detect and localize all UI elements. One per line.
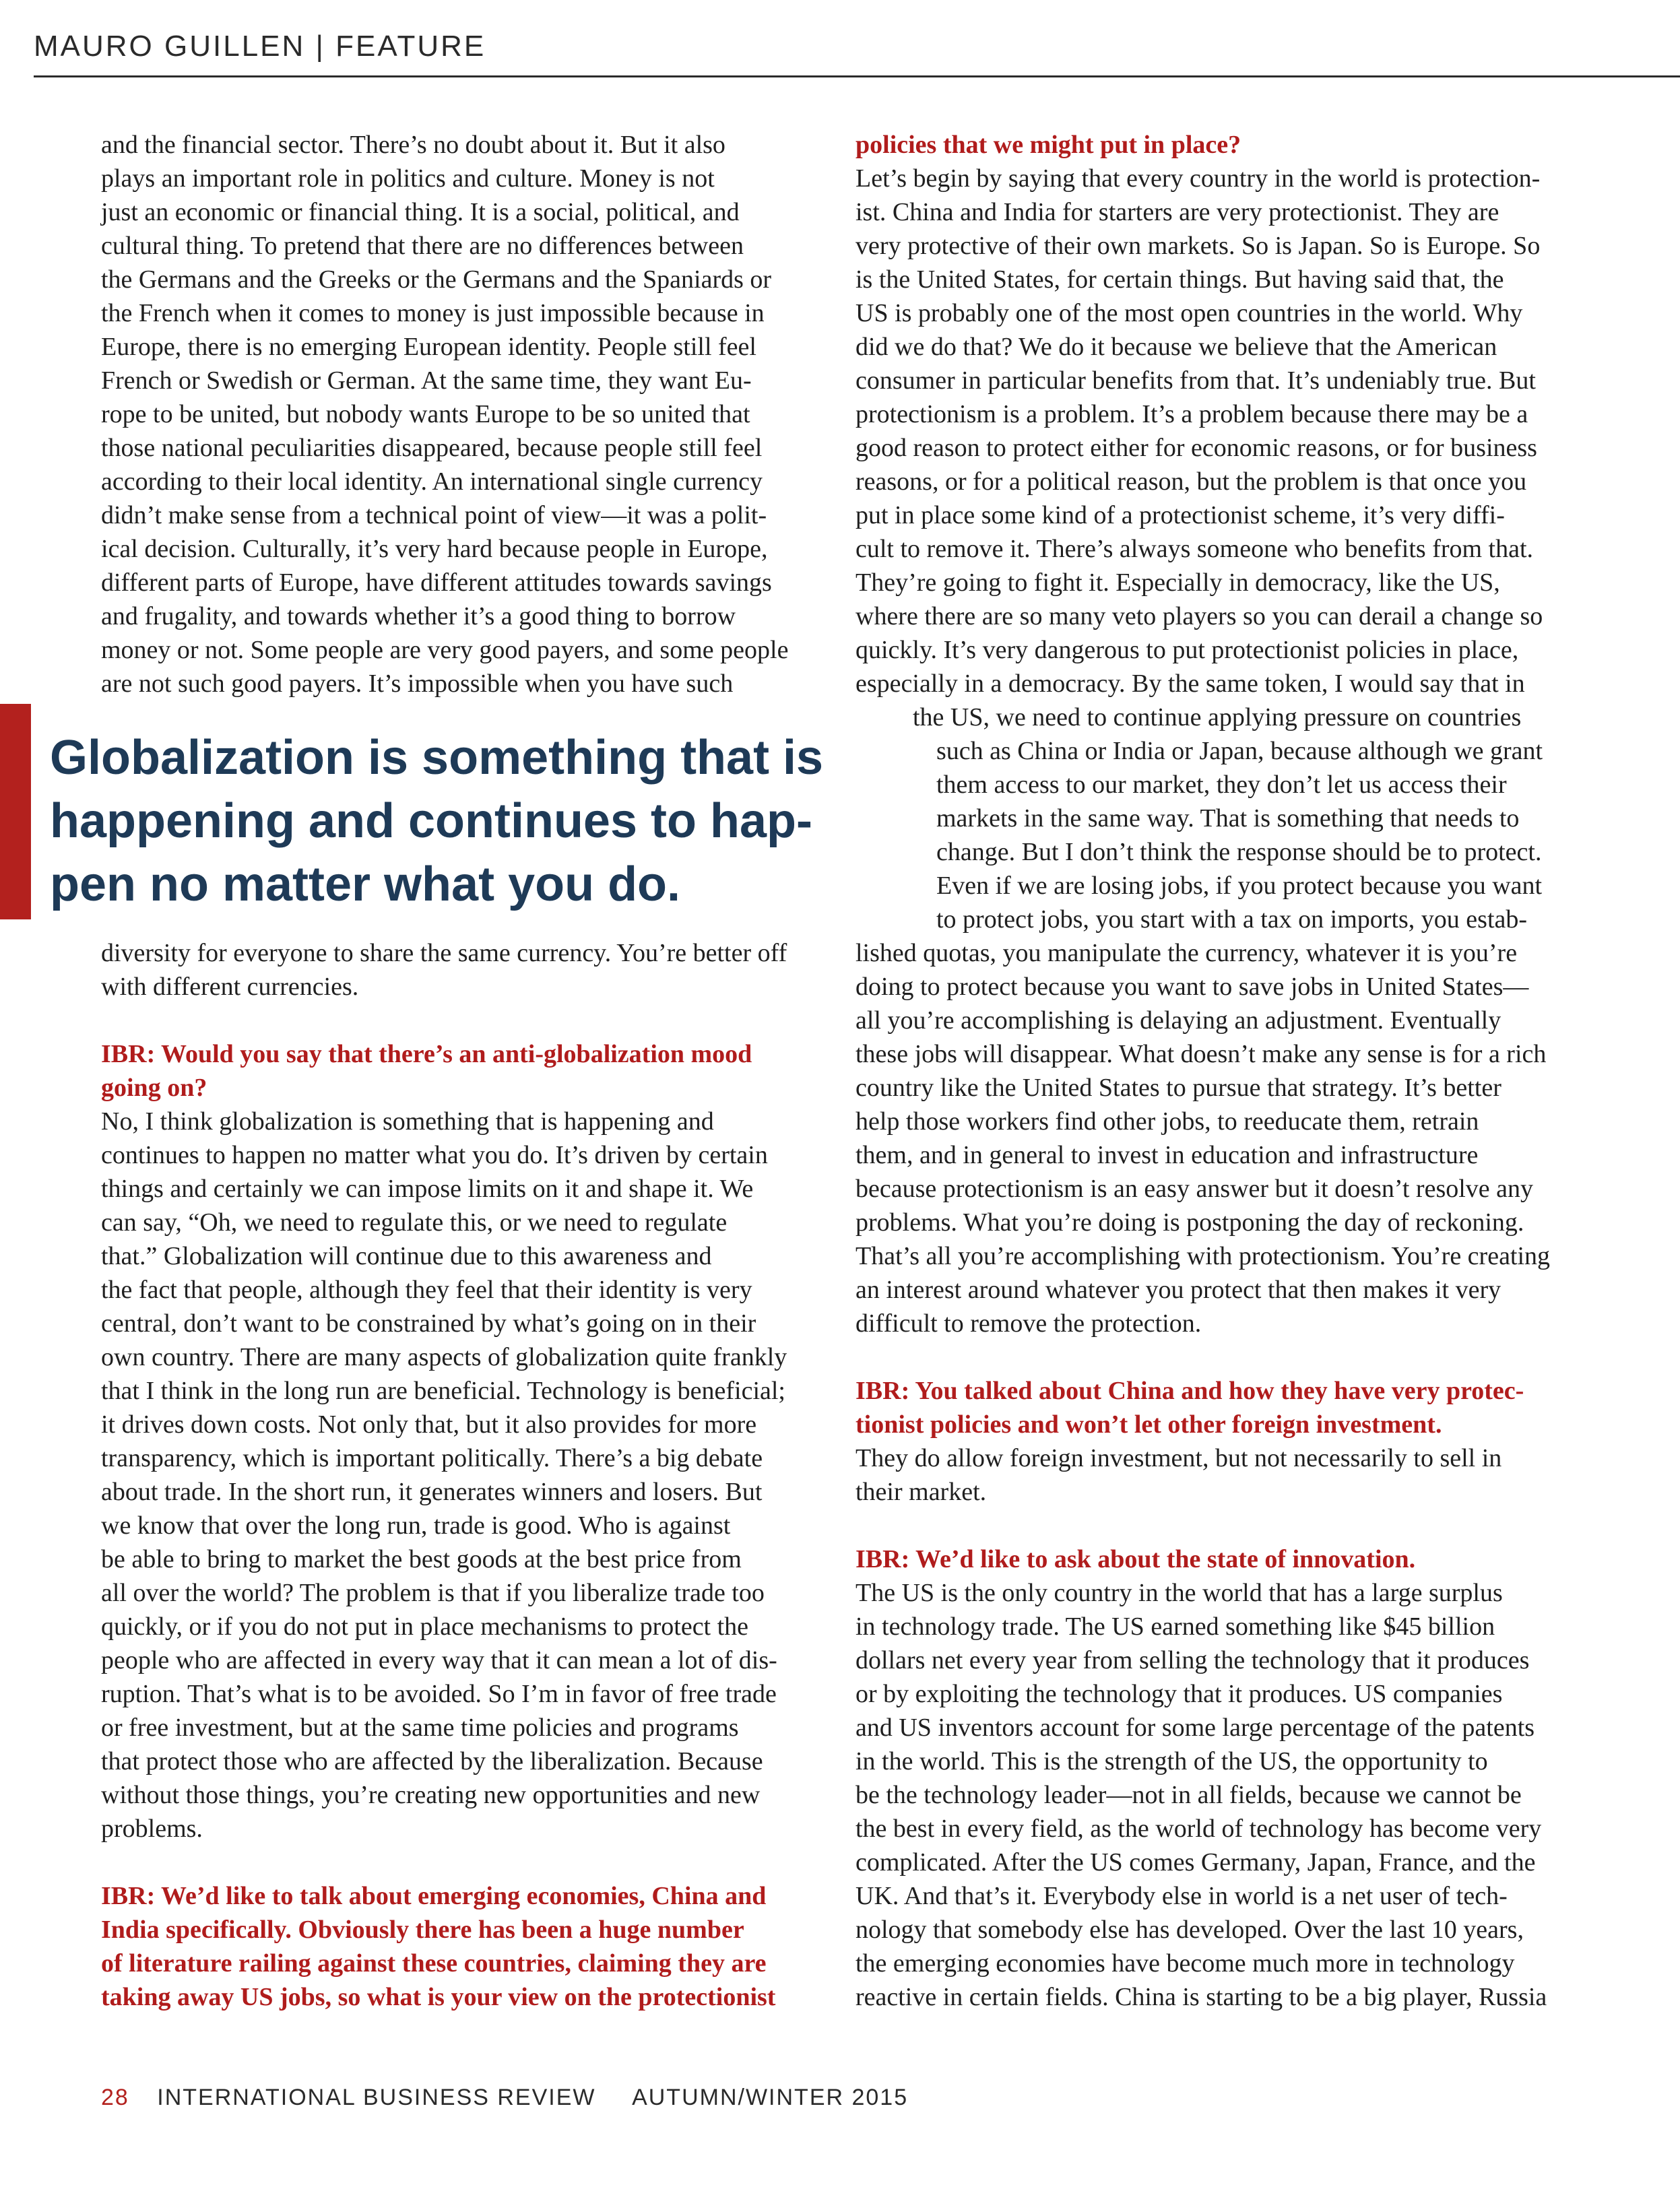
text-line: it drives down costs. Not only that, but it also provides for more: [101, 1410, 757, 1439]
paragraph-gap: [855, 1509, 1590, 1542]
text-line: very protective of their own markets. So is Japan. So is Europe. So: [855, 232, 1541, 260]
text-line: be the technology leader—not in all fields, because we cannot be: [855, 1781, 1522, 1809]
text-line: IBR: Would you say that there’s an anti-globalization mood: [101, 1040, 752, 1068]
text-line: continues to happen no matter what you do. It’s driven by certain: [101, 1141, 768, 1169]
text-line: taking away US jobs, so what is your view on the protectionist: [101, 1983, 776, 2011]
text-line: different parts of Europe, have different attitudes towards savings: [101, 568, 772, 597]
text-line: where there are so many veto players so you can derail a change so: [855, 602, 1543, 630]
text-line: UK. And that’s it. Everybody else in world is a net user of tech-: [855, 1882, 1508, 1910]
left-column-top: [101, 128, 815, 700]
text-line: things and certainly we can impose limits on it and shape it. We: [101, 1175, 754, 1203]
text-line: them access to our market, they don’t let us access their: [936, 771, 1507, 799]
text-line: India specifically. Obviously there has been a huge number: [101, 1916, 744, 1944]
text-line: problems. What you’re doing is postponing the day of reckoning.: [855, 1208, 1524, 1237]
text-line: and the financial sector. There’s no doubt about it. But it also: [101, 131, 725, 159]
text-line: the US, we need to continue applying pressure on countries: [913, 703, 1522, 731]
text-line: can say, “Oh, we need to regulate this, or we need to regulate: [101, 1208, 728, 1237]
answer-paragraph: [855, 1576, 1590, 2014]
text-line: The US is the only country in the world that has a large surplus: [855, 1579, 1503, 1607]
page-footer: [101, 2085, 908, 2111]
text-line: pen no matter what you do.: [50, 857, 681, 911]
text-line: own country. There are many aspects of globalization quite frankly: [101, 1343, 787, 1371]
text-line: of literature railing against these countries, claiming they are: [101, 1949, 767, 1978]
text-line: central, don’t want to be constrained by what’s going on in their: [101, 1309, 756, 1338]
text-line: especially in a democracy. By the same token, I would say that in: [855, 670, 1525, 698]
paragraph-gap: [101, 1004, 815, 1037]
text-line: didn’t make sense from a technical point of view—it was a polit-: [101, 501, 767, 529]
text-line: reasons, or for a political reason, but the problem is that once you: [855, 467, 1527, 496]
text-line: Globalization is something that is: [50, 731, 824, 785]
text-line: and frugality, and towards whether it’s a good thing to borrow: [101, 602, 736, 630]
text-line: IBR: We’d like to talk about emerging economies, China and: [101, 1882, 767, 1910]
text-line: all you’re accomplishing is delaying an adjustment. Eventually: [855, 1006, 1501, 1035]
text-line: They do allow foreign investment, but not necessarily to sell in: [855, 1444, 1502, 1472]
page-number: 28: [101, 2085, 129, 2110]
text-line: put in place some kind of a protectionist scheme, it’s very diffi-: [855, 501, 1505, 529]
text-line: cult to remove it. There’s always someone who benefits from that.: [855, 535, 1534, 563]
text-line: and US inventors account for some large percentage of the patents: [855, 1714, 1535, 1742]
left-column-bottom: [101, 936, 815, 2014]
text-line: the French when it comes to money is just impossible because in: [101, 299, 765, 327]
text-line: that.” Globalization will continue due to this awareness and: [101, 1242, 712, 1270]
text-line: policies that we might put in place?: [855, 131, 1241, 159]
text-line: the Germans and the Greeks or the Germans and the Spaniards or: [101, 265, 772, 294]
text-line: nology that somebody else has developed. Over the last 10 years,: [855, 1916, 1524, 1944]
text-line: ruption. That’s what is to be avoided. So I’m in favor of free trade: [101, 1680, 777, 1708]
text-line: that I think in the long run are beneficial. Technology is beneficial;: [101, 1377, 785, 1405]
text-line: be able to bring to market the best goods at the best price from: [101, 1545, 742, 1573]
text-line: complicated. After the US comes Germany, Japan, France, and the: [855, 1848, 1536, 1877]
text-line: ical decision. Culturally, it’s very hard because people in Europe,: [101, 535, 768, 563]
text-line: dollars net every year from selling the technology that it produces: [855, 1646, 1530, 1674]
issue-label: AUTUMN/WINTER 2015: [632, 2085, 909, 2110]
text-line: or free investment, but at the same time policies and programs: [101, 1714, 739, 1742]
text-line: going on?: [101, 1074, 207, 1102]
text-line: to protect jobs, you start with a tax on imports, you estab-: [936, 905, 1528, 934]
interview-question: [855, 128, 1590, 162]
text-line: ist. China and India for starters are very protectionist. They are: [855, 198, 1499, 226]
text-line: reactive in certain fields. China is starting to be a big player, Russia: [855, 1983, 1547, 2011]
text-line: good reason to protect either for economic reasons, or for business: [855, 434, 1537, 462]
text-line: help those workers find other jobs, to reeducate them, retrain: [855, 1107, 1479, 1136]
text-line: money or not. Some people are very good payers, and some people: [101, 636, 789, 664]
text-line: in the world. This is the strength of the US, the opportunity to: [855, 1747, 1488, 1775]
magazine-name: INTERNATIONAL BUSINESS REVIEW: [157, 2085, 596, 2110]
text-line: quickly, or if you do not put in place mechanisms to protect the: [101, 1612, 749, 1641]
answer-paragraph: [101, 1105, 815, 1846]
text-line: these jobs will disappear. What doesn’t make any sense is for a rich: [855, 1040, 1547, 1068]
interview-question: [855, 1542, 1590, 1576]
interview-question: [101, 1037, 815, 1105]
text-line: change. But I don’t think the response should be to protect.: [936, 838, 1542, 866]
text-line: Let’s begin by saying that every country in the world is protection-: [855, 164, 1541, 193]
pullquote-accent-bar: [0, 704, 31, 919]
text-line: did we do that? We do it because we believe that the American: [855, 333, 1497, 361]
text-line: Europe, there is no emerging European identity. People still feel: [101, 333, 756, 361]
text-line: That’s all you’re accomplishing with protectionism. You’re creating: [855, 1242, 1551, 1270]
text-line: their market.: [855, 1478, 987, 1506]
pull-quote: [50, 726, 919, 916]
text-line: markets in the same way. That is something that needs to: [936, 804, 1520, 833]
answer-paragraph: [855, 1441, 1590, 1509]
text-line: consumer in particular benefits from that. It’s undeniably true. But: [855, 366, 1536, 395]
text-line: because protectionism is an easy answer but it doesn’t resolve any: [855, 1175, 1534, 1203]
text-line: all over the world? The problem is that if you liberalize trade too: [101, 1579, 765, 1607]
text-line: lished quotas, you manipulate the currency, whatever it is you’re: [855, 939, 1518, 967]
text-line: in technology trade. The US earned something like $45 billion: [855, 1612, 1495, 1641]
text-line: those national peculiarities disappeared, because people still feel: [101, 434, 763, 462]
text-line: tionist policies and won’t let other foreign investment.: [855, 1410, 1442, 1439]
interview-question: [101, 1879, 815, 2014]
text-line: IBR: We’d like to ask about the state of innovation.: [855, 1545, 1416, 1573]
text-line: quickly. It’s very dangerous to put protectionist policies in place,: [855, 636, 1519, 664]
text-line: are not such good payers. It’s impossible when you have such: [101, 670, 734, 698]
text-line: just an economic or financial thing. It is a social, political, and: [101, 198, 740, 226]
text-line: cultural thing. To pretend that there are no differences between: [101, 232, 744, 260]
answer-paragraph: [855, 936, 1590, 1340]
text-line: an interest around whatever you protect that then makes it very: [855, 1276, 1501, 1304]
text-line: or by exploiting the technology that it produces. US companies: [855, 1680, 1503, 1708]
text-line: doing to protect because you want to save jobs in United States—: [855, 973, 1529, 1001]
text-line: is the United States, for certain things. But having said that, the: [855, 265, 1504, 294]
header-rule: [34, 75, 1680, 77]
text-line: the best in every field, as the world of technology has become very: [855, 1815, 1542, 1843]
text-line: protectionism is a problem. It’s a problem because there may be a: [855, 400, 1528, 428]
text-line: that protect those who are affected by the liberalization. Because: [101, 1747, 763, 1775]
text-line: US is probably one of the most open countries in the world. Why: [855, 299, 1523, 327]
paragraph-gap: [855, 1340, 1590, 1374]
text-line: with different currencies.: [101, 973, 359, 1001]
text-line: transparency, which is important politically. There’s a big debate: [101, 1444, 763, 1472]
text-line: problems.: [101, 1815, 203, 1843]
text-line: diversity for everyone to share the same currency. You’re better off: [101, 939, 787, 967]
text-line: such as China or India or Japan, because although we grant: [936, 737, 1543, 765]
text-line: people who are affected in every way that it can mean a lot of dis-: [101, 1646, 777, 1674]
answer-paragraph: [855, 162, 1590, 700]
answer-paragraph: [101, 936, 815, 1004]
text-line: without those things, you’re creating new opportunities and new: [101, 1781, 761, 1809]
text-line: difficult to remove the protection.: [855, 1309, 1202, 1338]
text-line: about trade. In the short run, it generates winners and losers. But: [101, 1478, 763, 1506]
text-line: the fact that people, although they feel that their identity is very: [101, 1276, 752, 1304]
text-line: we know that over the long run, trade is good. Who is against: [101, 1511, 731, 1540]
text-line: rope to be united, but nobody wants Europe to be so united that: [101, 400, 750, 428]
text-line: French or Swedish or German. At the same time, they want Eu-: [101, 366, 752, 395]
text-line: the emerging economies have become much more in technology: [855, 1949, 1515, 1978]
text-line: IBR: You talked about China and how they have very protec-: [855, 1377, 1524, 1405]
answer-paragraph-indented: [855, 700, 1590, 936]
running-header: MAURO GUILLEN | FEATURE: [34, 30, 486, 63]
text-line: country like the United States to pursue that strategy. It’s better: [855, 1074, 1501, 1102]
text-line: No, I think globalization is something that is happening and: [101, 1107, 714, 1136]
text-line: They’re going to fight it. Especially in democracy, like the US,: [855, 568, 1500, 597]
right-column: [855, 128, 1590, 2014]
paragraph-gap: [101, 1846, 815, 1879]
text-line: Even if we are losing jobs, if you protect because you want: [936, 872, 1543, 900]
text-line: happening and continues to hap-: [50, 794, 812, 848]
text-line: them, and in general to invest in education and infrastructure: [855, 1141, 1479, 1169]
interview-question: [855, 1374, 1590, 1441]
text-line: plays an important role in politics and culture. Money is not: [101, 164, 715, 193]
text-line: according to their local identity. An international single currency: [101, 467, 763, 496]
